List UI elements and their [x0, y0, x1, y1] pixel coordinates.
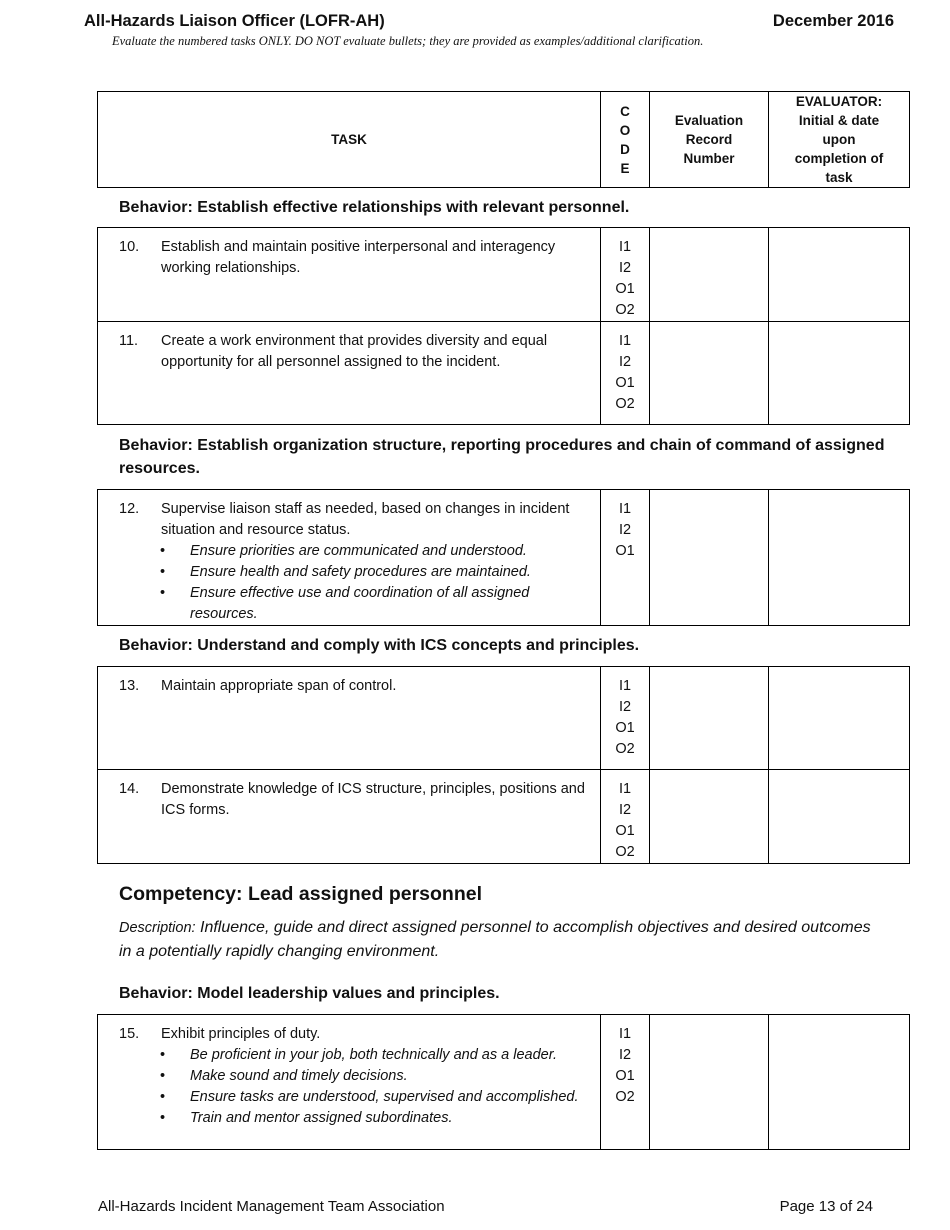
page-number: Page 13 of 24 — [779, 1198, 873, 1215]
evaluator-initials-cell[interactable] — [769, 490, 910, 626]
evaluator-initials-cell[interactable] — [769, 667, 910, 770]
behavior-heading: Behavior: Establish effective relationships with relevant personnel. — [119, 199, 630, 216]
task-bullets — [161, 541, 590, 625]
record-number-cell[interactable] — [650, 490, 769, 626]
task-text: Demonstrate knowledge of ICS structure, principles, positions and ICS forms. — [161, 781, 585, 818]
evaluator-initials-cell[interactable] — [769, 322, 910, 425]
code-cell: I1 I2 O1 O2 — [601, 322, 650, 425]
behavior-heading: Behavior: Understand and comply with ICS concepts and principles. — [119, 637, 640, 654]
task-number: 15. — [119, 1026, 140, 1042]
record-number-cell[interactable] — [650, 667, 769, 770]
task-table-header — [97, 91, 910, 188]
task-cell — [98, 770, 601, 864]
code-cell: I1 I2 O1 O2 — [601, 1015, 650, 1150]
evaluator-initials-cell[interactable] — [769, 770, 910, 864]
bullet-item: • Ensure effective use and coordination of all assigned resources. — [160, 585, 530, 622]
task-column-header: TASK — [98, 92, 601, 188]
task-cell — [98, 228, 601, 322]
record-number-cell[interactable] — [650, 1015, 769, 1150]
record-number-cell[interactable] — [650, 770, 769, 864]
task-cell — [98, 322, 601, 425]
task-cell — [98, 1015, 601, 1150]
competency-description: Description: Influence, guide and direct assigned personnel to accomplish objectives and desired outcomes in a potentially rapidly changing environment. — [119, 919, 871, 960]
bullet-item: • Ensure priorities are communicated and understood. — [160, 543, 527, 559]
bullet-item: • Train and mentor assigned subordinates. — [160, 1110, 453, 1126]
footer-organization: All-Hazards Incident Management Team Association — [98, 1198, 445, 1215]
task-text: Supervise liaison staff as needed, based on changes in incident situation and resource status. — [161, 501, 570, 538]
task-row — [98, 322, 910, 425]
evaluator-column-header: EVALUATOR: Initial & date upon completion of task — [769, 92, 910, 188]
code-column-header: C O D E — [601, 92, 650, 188]
task-text: Maintain appropriate span of control. — [161, 678, 397, 694]
task-text: Create a work environment that provides diversity and equal opportunity for all personnel assigned to the incident. — [161, 333, 548, 370]
bullet-item: • Be proficient in your job, both technically and as a leader. — [160, 1047, 558, 1063]
code-cell: I1 I2 O1 O2 — [601, 770, 650, 864]
bullet-item: • Ensure health and safety procedures are maintained. — [160, 564, 531, 580]
evaluator-initials-cell[interactable] — [769, 228, 910, 322]
bullet-item: • Ensure tasks are understood, supervised and accomplished. — [160, 1089, 579, 1105]
code-cell: I1 I2 O1 O2 — [601, 667, 650, 770]
competency-heading: Competency: Lead assigned personnel — [119, 883, 483, 905]
task-row — [98, 228, 910, 322]
task-row — [98, 770, 910, 864]
task-number: 14. — [119, 781, 140, 797]
code-cell: I1 I2 O1 O2 — [601, 228, 650, 322]
record-column-header: Evaluation Record Number — [650, 92, 769, 188]
task-table — [97, 489, 910, 626]
task-table — [97, 666, 910, 864]
task-cell — [98, 667, 601, 770]
record-number-cell[interactable] — [650, 228, 769, 322]
document-date: December 2016 — [772, 12, 894, 30]
task-bullets — [161, 1045, 590, 1129]
document-title: All-Hazards Liaison Officer (LOFR-AH) — [84, 12, 385, 30]
task-row — [98, 490, 910, 626]
behavior-heading: Behavior: Model leadership values and principles. — [119, 985, 500, 1002]
evaluation-note: Evaluate the numbered tasks ONLY. DO NOT evaluate bullets; they are provided as examples/additional clarification. — [112, 34, 704, 48]
task-text: Exhibit principles of duty. — [161, 1026, 321, 1042]
task-table — [97, 227, 910, 425]
code-cell: I1 I2 O1 — [601, 490, 650, 626]
task-number: 11. — [119, 333, 139, 349]
record-number-cell[interactable] — [650, 322, 769, 425]
task-cell — [98, 490, 601, 626]
task-number: 13. — [119, 678, 140, 694]
task-table — [97, 1014, 910, 1150]
task-row — [98, 1015, 910, 1150]
evaluator-initials-cell[interactable] — [769, 1015, 910, 1150]
bullet-item: • Make sound and timely decisions. — [160, 1068, 408, 1084]
behavior-heading: Behavior: Establish organization structure, reporting procedures and chain of command of assigned resources. — [119, 437, 885, 477]
task-row — [98, 667, 910, 770]
task-number: 10. — [119, 239, 140, 255]
task-text: Establish and maintain positive interpersonal and interagency working relationships. — [161, 239, 556, 276]
task-number: 12. — [119, 501, 140, 517]
